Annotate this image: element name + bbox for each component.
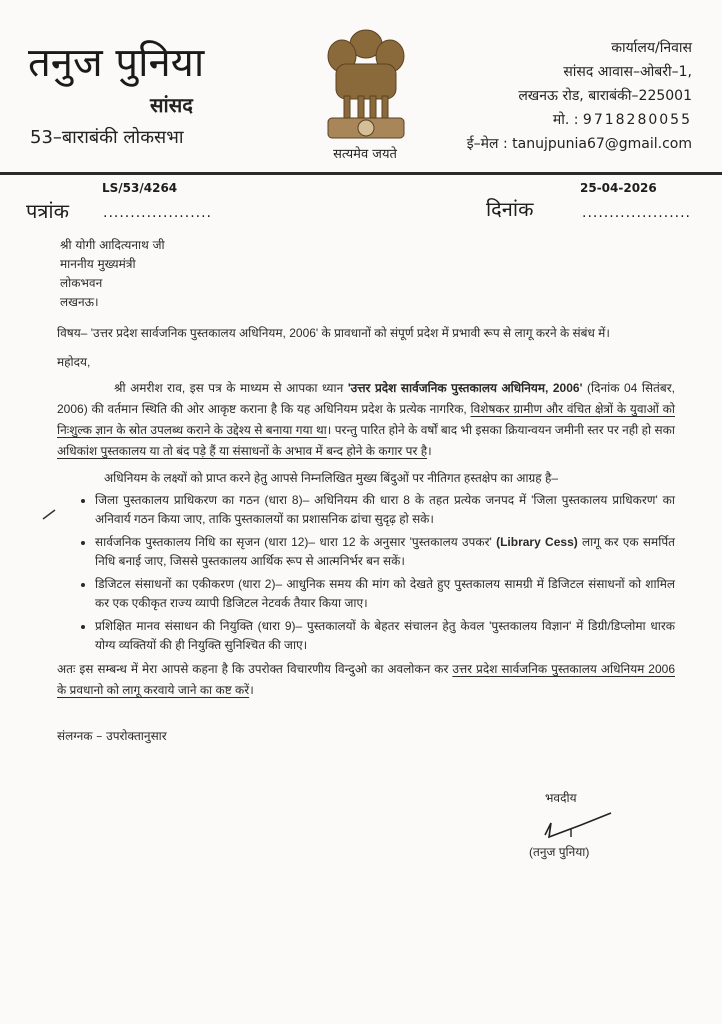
letterhead-divider (0, 172, 722, 175)
subject-label: विषय– (57, 326, 88, 340)
p1-text-2: । परन्तु पारित होने के वर्षों बाद भी इसका क्रियान्वयन जमीनी स्तर पर नही हो सका (326, 423, 675, 437)
phone-label: मो. : (552, 112, 579, 128)
recipient-name: श्री योगी आदित्यनाथ जी (60, 238, 165, 252)
address-line-1: सांसद आवास–ओबरी–1, (563, 64, 692, 80)
point-heading: डिजिटल संसाधनों का एकीकरण (धारा 2)– (95, 577, 283, 591)
date-dots: .................... (582, 205, 692, 221)
signature-block (527, 789, 667, 879)
constituency-label: 53–बाराबंकी लोकसभा (30, 127, 184, 148)
recipient-title: माननीय मुख्यमंत्री (60, 257, 136, 271)
p1-text: (दिनांक 04 सितंबर, 2006) की वर्तमान स्थिति की ओर आकृष्ट कराना है कि यह अधिनियम प्रदेश के प्रत्येक नागरिक, (57, 381, 675, 416)
letter-body (57, 236, 675, 879)
closing-end: । (249, 683, 254, 697)
act-name: 'उत्तर प्रदेश सार्वजनिक पुस्तकालय अधिनियम, 2006' (347, 381, 583, 395)
address-line-2: लखनऊ रोड, बाराबंकी–225001 (518, 88, 692, 104)
p1-end: । (427, 444, 432, 458)
point-text-2: लागू कर एक समर्पित निधि बनाई जाए, जिससे पुस्तकालय आर्थिक रूप से आत्मनिर्भर बन सकें। (95, 535, 675, 568)
signatory-name: (तनुज पुनिया) (529, 845, 590, 859)
email-row (422, 132, 692, 156)
mp-name-heading: तनुज पुनिया (28, 40, 205, 86)
contact-block (422, 36, 692, 156)
date-value: 25-04-2026 (580, 181, 657, 195)
point-text: अधिनियम की धारा 8 के तहत प्रत्येक जनपद में 'जिला पुस्तकालय प्राधिकरण' का अनिवार्य गठन किया जाए, ताकि पुस्तकालयों का प्रशासनिक ढांचा सुदृढ़ हो सके। (95, 493, 675, 526)
reference-dots: .................... (103, 205, 213, 221)
phone-number: 9718280055 (582, 112, 692, 128)
list-item (95, 533, 675, 571)
p1-intro: श्री अमरीश राव, इस पत्र के माध्यम से आपका ध्यान (114, 381, 348, 395)
valediction: भवदीय (545, 791, 577, 805)
closing-text: अतः इस सम्बन्ध में मेरा आपसे कहना है कि उपरोक्त विचारणीय विन्दुओ का अवलोकन कर (57, 662, 453, 676)
closing-underlined-request: उत्तर प्रदेश सार्वजनिक पुस्तकालय अधिनियम 2006 के प्रवधानो को लागू करवाये जाने का कष्ट करें (57, 662, 675, 697)
recipient-city: लखनऊ। (60, 295, 99, 309)
points-section (57, 491, 675, 655)
list-item (95, 491, 675, 529)
point-text: आधुनिक समय की मांग को देखते हुए पुस्तकालय सामग्री में डिजिटल संसाधनों को शामिल कर एक एकीकृत राज्य व्यापी डिजिटल नेटवर्क तैयार किया जाए। (95, 577, 676, 610)
ashoka-emblem-icon (306, 14, 426, 144)
p1-underlined-purpose: विशेषकर ग्रामीण और वंचित क्षेत्रों के युवाओं को निःशुल्क ज्ञान के स्रोत उपलब्ध कराने के उद्देश्य से बनाया गया था (57, 402, 675, 437)
closing-paragraph (57, 659, 675, 701)
point-english-term: (Library Cess) (496, 535, 578, 549)
point-heading: सार्वजनिक पुस्तकालय निधि का सृजन (धारा 12)– (95, 535, 316, 549)
reference-number: LS/53/4264 (102, 181, 178, 195)
contact-heading: कार्यालय/निवास (611, 40, 692, 56)
point-text: धारा 12 के अनुसार 'पुस्तकालय उपकर' (315, 535, 497, 549)
phone-row (422, 108, 692, 132)
email-label: ई–मेल : (466, 136, 508, 152)
body-paragraph-2: अधिनियम के लक्ष्यों को प्राप्त करने हेतु आपसे निम्नलिखित मुख्य बिंदुओं पर नीतिगत हस्तक्षेप का आग्रह है– (104, 471, 558, 485)
p1-underlined-status: अधिकांश पुस्तकालय या तो बंद पड़े हैं या संसाधनों के अभाव में बन्द होने के कगार पर है (57, 444, 428, 458)
subject-text: 'उत्तर प्रदेश सार्वजनिक पुस्तकालय अधिनियम, 2006' के प्रावधानों को संपूर्ण प्रदेश में प्रभावी रूप से लागू करने के संबंध में। (90, 326, 610, 340)
salutation: महोदय, (57, 355, 91, 369)
recipient-address (60, 236, 675, 312)
list-item (95, 575, 675, 613)
points-list (57, 491, 675, 655)
body-paragraph-1 (57, 378, 675, 462)
signature-scribble-icon (541, 809, 621, 839)
subject-line (57, 322, 675, 344)
recipient-office: लोकभवन (60, 276, 103, 290)
point-heading: प्रशिक्षित मानव संसाधन की नियुक्ति (धारा 9)– (95, 619, 303, 633)
point-text: पुस्तकालयों के बेहतर संचालन हेतु केवल 'पुस्तकालय विज्ञान' में डिग्री/डिप्लोमा धारक योग्य व्यक्तियों की ही नियुक्ति सुनिश्चित की जाए। (95, 619, 675, 652)
emblem-motto: सत्यमेव जयते (333, 147, 397, 162)
designation-label: सांसद (150, 93, 193, 117)
email-address: tanujpunia67@gmail.com (512, 136, 692, 152)
pen-tick-mark (41, 507, 61, 521)
reference-label: पत्रांक (26, 199, 69, 223)
enclosure-note: संलग्नक – उपरोक्तानुसार (57, 729, 167, 743)
date-label: दिनांक (486, 197, 534, 221)
list-item (95, 617, 675, 655)
point-heading: जिला पुस्तकालय प्राधिकरण का गठन (धारा 8)– (95, 493, 310, 507)
